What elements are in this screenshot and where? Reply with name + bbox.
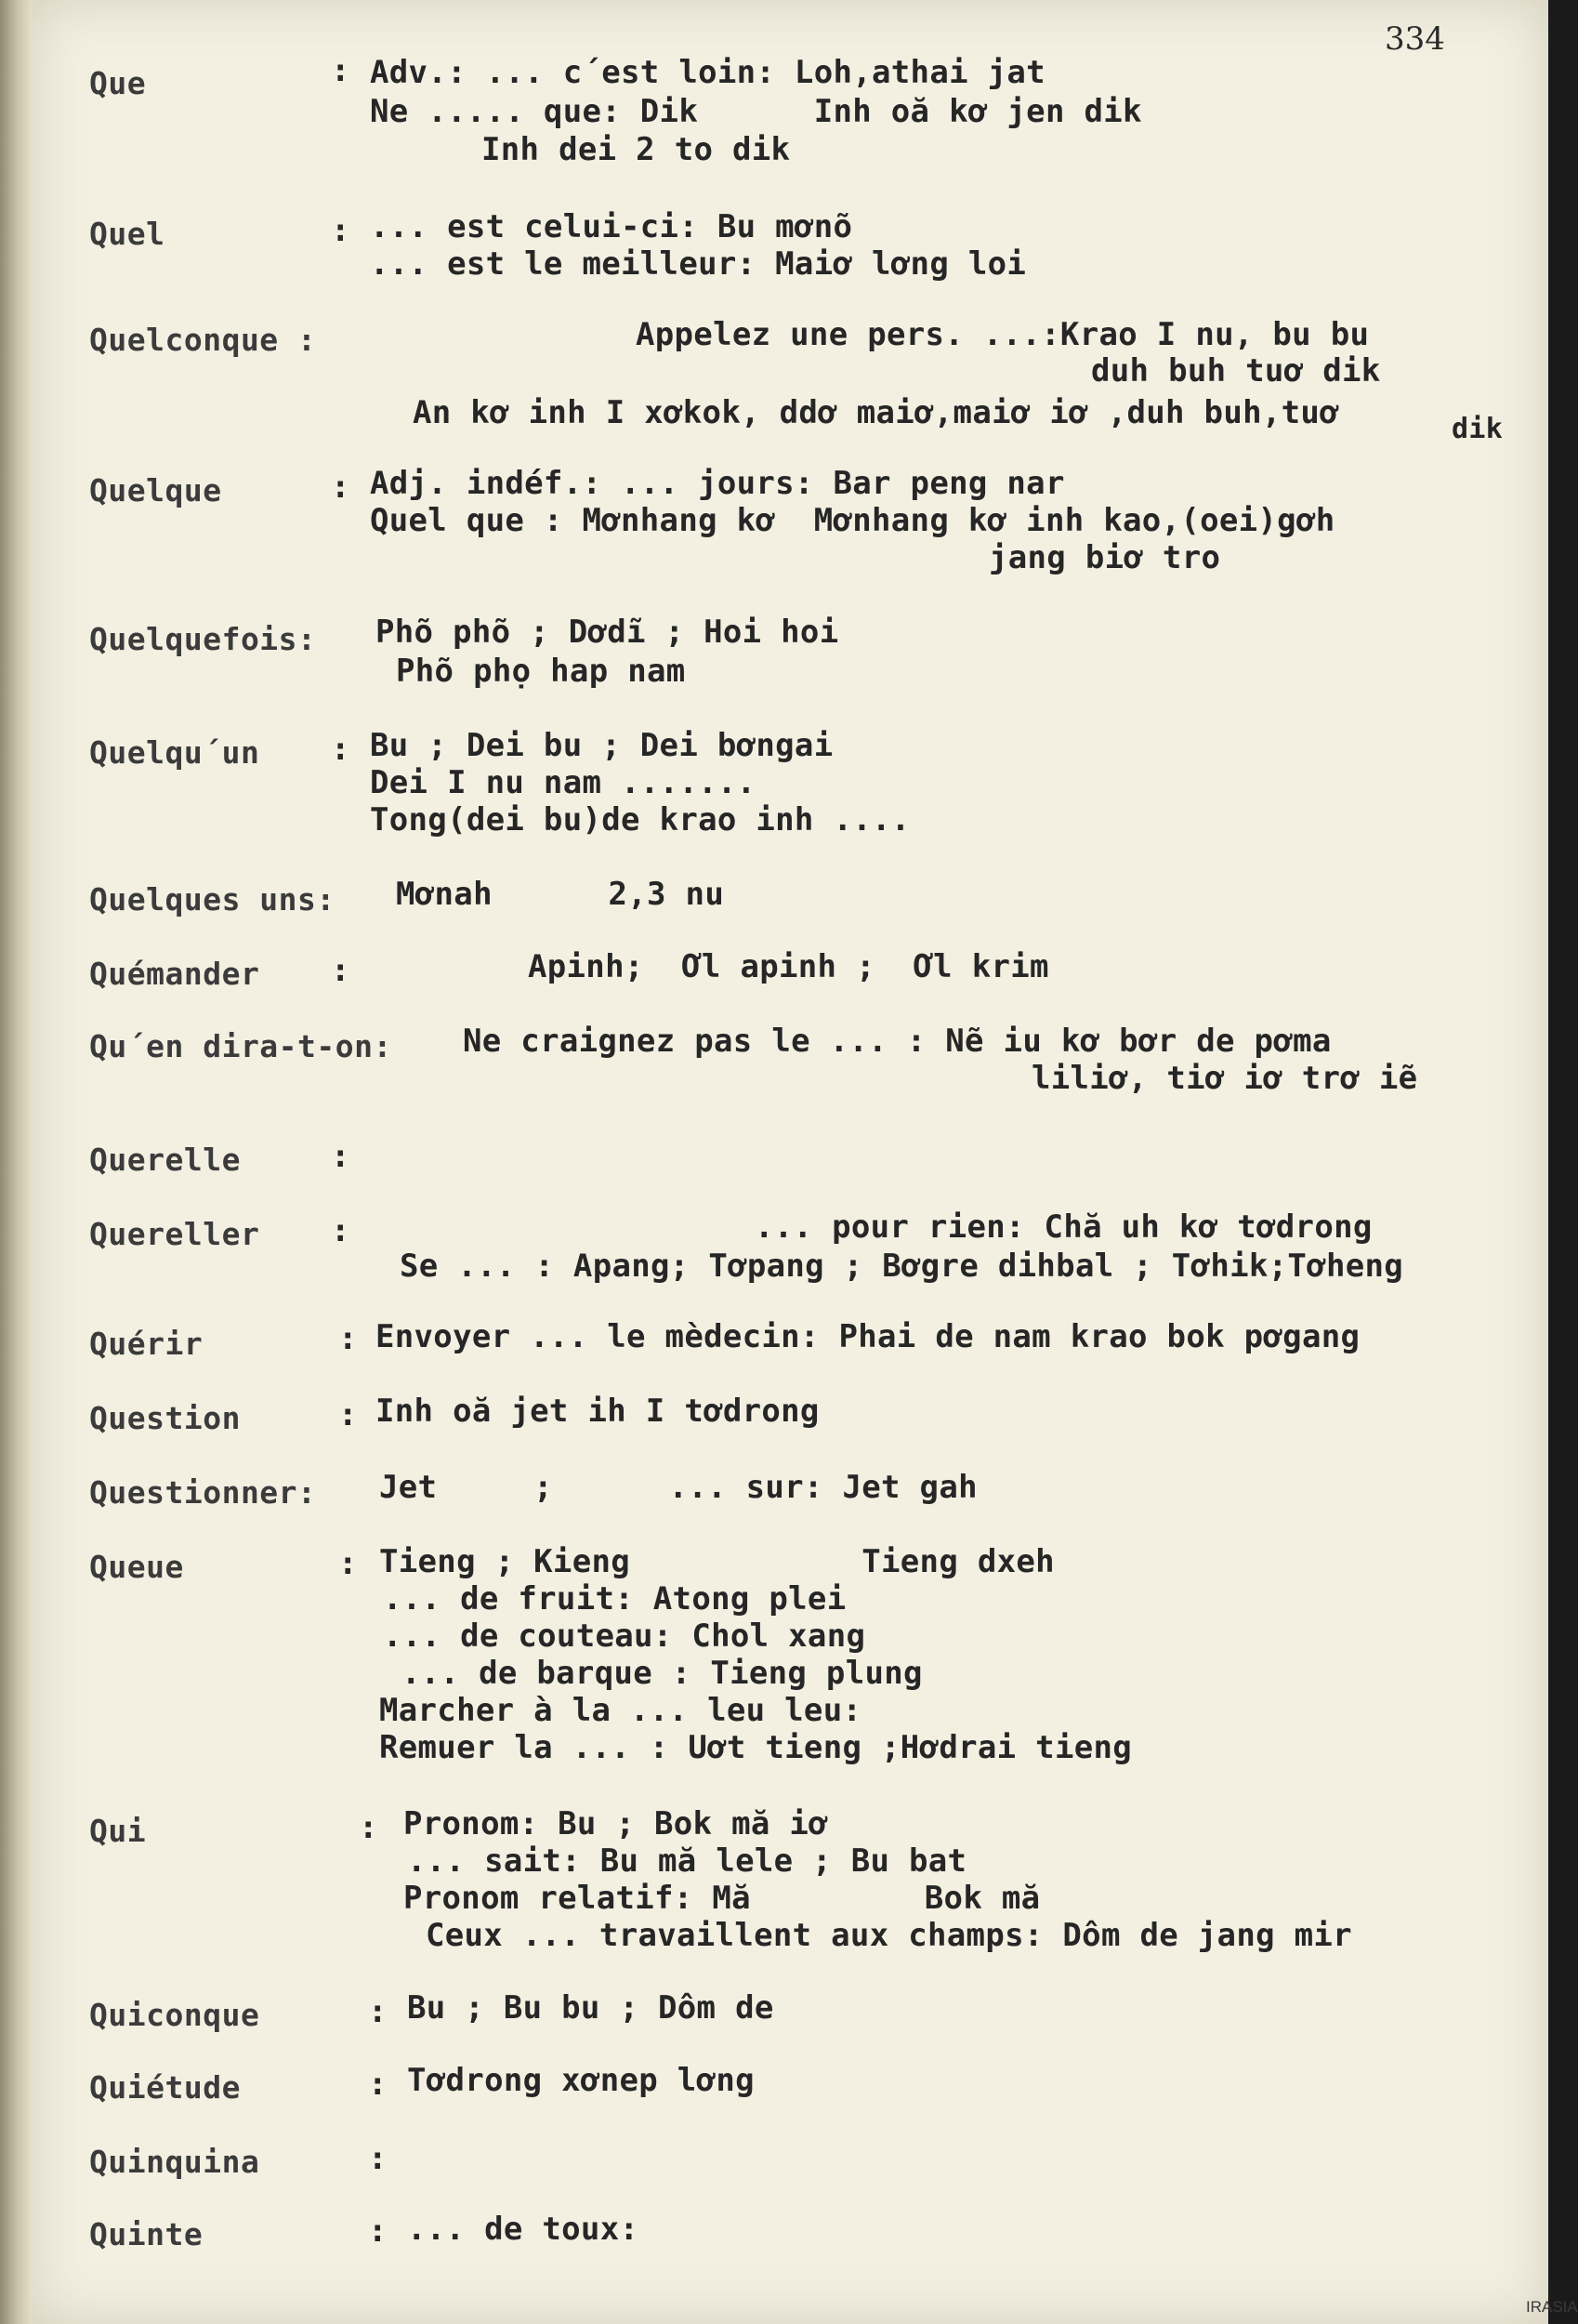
headword: Quelquefois:	[89, 621, 317, 657]
definition-line: ... de fruit: Atong plei	[383, 1580, 847, 1618]
headword: Quémander	[89, 956, 260, 992]
footer-label: IRASIA	[1526, 2298, 1578, 2316]
definition-line: Quel que : Mơnhang kơ Mơnhang kơ inh kao,(oei)gơh	[370, 502, 1335, 539]
headword: Quiétude	[89, 2069, 241, 2106]
headword: Querelle	[89, 1142, 241, 1178]
definition-line: Se ... : Apang; Tơpang ; Bơgre dihbal ; Tơhik;Tơheng	[400, 1248, 1404, 1285]
page-number: 334	[1385, 20, 1445, 58]
headword: Quereller	[89, 1216, 260, 1252]
typewritten-page	[32, 0, 1578, 2324]
colon-separator: :	[331, 1138, 350, 1175]
headword: Quelconque :	[89, 322, 317, 358]
definition-line: Ceux ... travaillent aux champs: Dôm de jang mir	[426, 1917, 1352, 1954]
definition-line: Remuer la ... : Uơt tieng ;Hơdrai tieng	[379, 1729, 1133, 1766]
colon-separator: :	[359, 1809, 378, 1846]
definition-line: Adv.: ... c´est loin: Loh,athai jat	[370, 54, 1045, 91]
colon-separator: :	[331, 1212, 350, 1249]
definition-line: dik	[1452, 413, 1504, 445]
headword: Qu´en dira-t-on:	[89, 1028, 392, 1064]
definition-line: duh buh tuơ dik	[1091, 352, 1381, 390]
definition-line: ... est le meilleur: Maiơ lơng loi	[370, 245, 1027, 283]
headword: Que	[89, 65, 147, 101]
definition-line: Jet ; ... sur: Jet gah	[379, 1469, 978, 1506]
colon-separator: :	[338, 1396, 358, 1433]
definition-line: Appelez une pers. ...:Krao I nu, bu bu	[636, 316, 1370, 353]
definition-line: ... de couteau: Chol xang	[383, 1618, 866, 1655]
headword: Quel	[89, 216, 165, 252]
colon-separator: :	[331, 212, 350, 249]
headword: Quinquina	[89, 2144, 260, 2180]
definition-line: jang biơ tro	[989, 539, 1221, 576]
definition-line: Apinh; Ơl apinh ; Ơl krim	[528, 948, 1049, 985]
colon-separator: :	[368, 2212, 388, 2250]
definition-line: Tong(dei bu)de krao inh ....	[370, 801, 911, 838]
definition-line: Bu ; Dei bu ; Dei bơngai	[370, 727, 834, 764]
headword: Quelque	[89, 472, 222, 508]
definition-line: Pronom relatif: Mă Bok mă	[403, 1880, 1041, 1917]
colon-separator: :	[338, 1320, 358, 1357]
definition-line: Phõ phọ hap nam	[396, 653, 686, 690]
headword: Quelqu´un	[89, 734, 260, 771]
definition-line: Phõ phõ ; Dơdĩ ; Hoi hoi	[375, 614, 839, 651]
definition-line: ... de barque : Tieng plung	[401, 1655, 923, 1692]
colon-separator: :	[368, 2066, 388, 2103]
definition-line: Bu ; Bu bu ; Dôm de	[407, 1989, 774, 2027]
colon-separator: :	[368, 2140, 388, 2177]
definition-line: Ne ..... que: Dik Inh oă kơ jen dik	[370, 93, 1142, 130]
headword: Questionner:	[89, 1474, 317, 1511]
definition-line: Marcher à la ... leu leu:	[379, 1692, 862, 1729]
definition-line: Inh oă jet ih I tơdrong	[375, 1393, 820, 1430]
colon-separator: :	[331, 52, 350, 89]
headword: Queue	[89, 1549, 184, 1585]
definition-line: Tieng ; Kieng Tieng dxeh	[379, 1543, 1055, 1580]
definition-line: ... pour rien: Chă uh kơ tơdrong	[755, 1208, 1373, 1246]
book-binding-edge	[0, 0, 32, 2324]
definition-line: Mơnah 2,3 nu	[396, 876, 725, 913]
colon-separator: :	[331, 952, 350, 989]
definition-line: ... est celui-ci: Bu mơnõ	[370, 208, 853, 245]
definition-line: Dei I nu nam .......	[370, 764, 756, 801]
headword: Quelques uns:	[89, 881, 335, 918]
headword: Quiconque	[89, 1997, 260, 2033]
headword: Question	[89, 1400, 241, 1436]
definition-line: ... sait: Bu mă lele ; Bu bat	[407, 1842, 967, 1880]
definition-line: Inh dei 2 to dik	[481, 131, 791, 168]
colon-separator: :	[331, 731, 350, 768]
definition-line: Tơdrong xơnep lơng	[407, 2062, 755, 2099]
headword: Qui	[89, 1813, 147, 1849]
definition-line: Envoyer ... le mèdecin: Phai de nam krao bok pơgang	[375, 1318, 1361, 1355]
definition-line: liliơ, tiơ iơ trơ iẽ	[1032, 1060, 1418, 1097]
colon-separator: :	[331, 469, 350, 506]
definition-line: An kơ inh I xơkok, ddơ maiơ,maiơ iơ ,duh buh,tuơ	[413, 394, 1339, 431]
headword: Quinte	[89, 2216, 204, 2252]
colon-separator: :	[368, 1993, 388, 2030]
definition-line: ... de toux:	[407, 2211, 639, 2248]
colon-separator: :	[338, 1545, 358, 1582]
definition-line: Adj. indéf.: ... jours: Bar peng nar	[370, 465, 1065, 502]
headword: Quérir	[89, 1326, 204, 1362]
definition-line: Ne craignez pas le ... : Nẽ iu kơ bơr de pơma	[463, 1023, 1332, 1060]
definition-line: Pronom: Bu ; Bok mă iơ	[403, 1805, 828, 1842]
